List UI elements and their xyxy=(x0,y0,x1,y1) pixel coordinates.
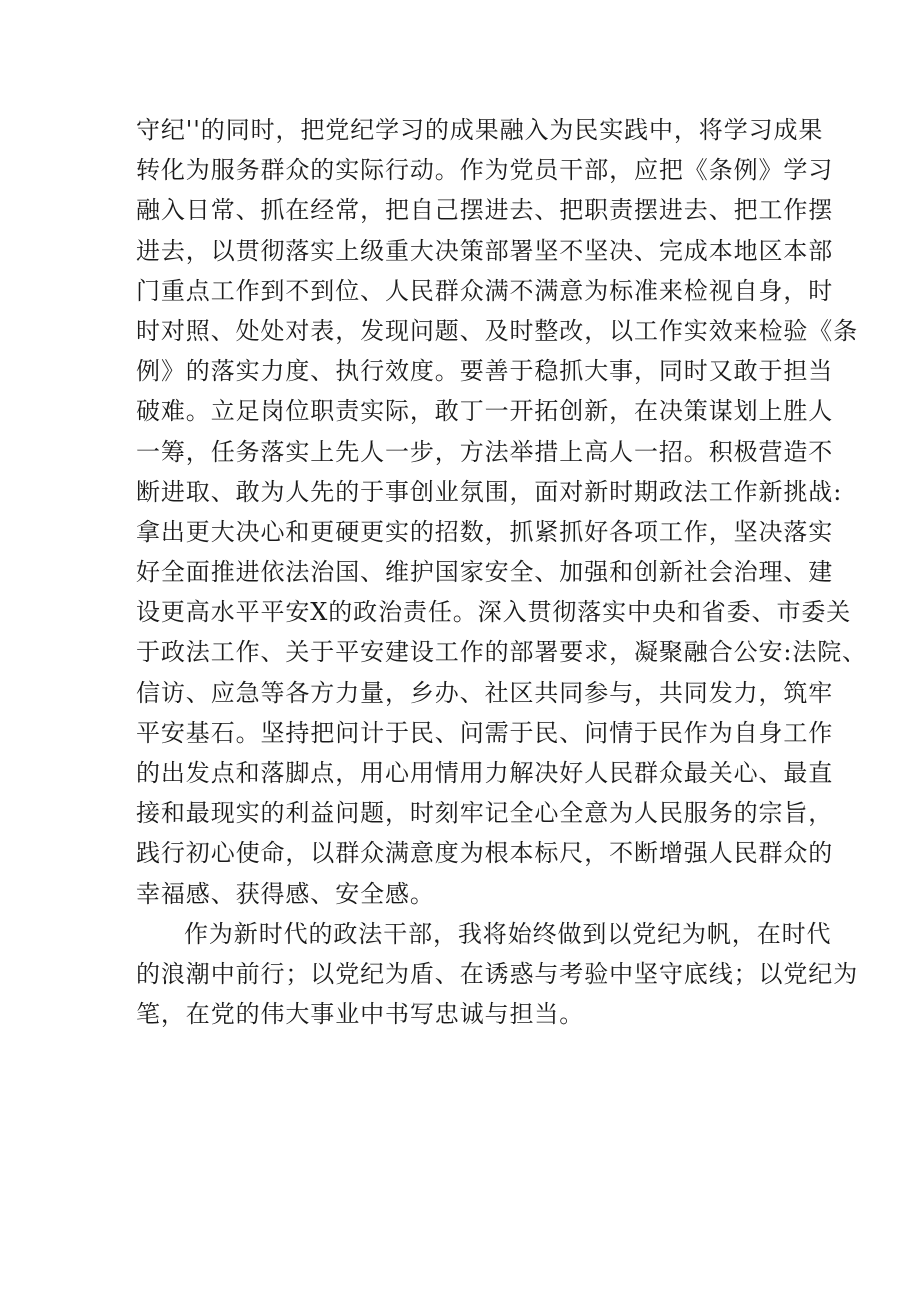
paragraph-1-line: 幸福感、获得感、安全感。 xyxy=(136,879,435,908)
paragraph-1-line: 践行初心使命，以群众满意度为根本标尺，不断增强人民群众的 xyxy=(136,839,834,868)
paragraph-1-line: 融入日常、抓在经常，把自己摆进去、把职责摆进去、把工作摆 xyxy=(136,196,834,225)
paragraph-1-line: 一筹，任务落实上先人一步，方法举措上高人一招。积极营造不 xyxy=(136,437,834,466)
paragraph-1-line: 的出发点和落脚点，用心用情用力解决好人民群众最关心、最直 xyxy=(136,759,834,787)
paragraph-1-line: 好全面推进依法治国、维护国家安全、加强和创新社会治理、建 xyxy=(136,558,834,587)
paragraph-2-line: 作为新时代的政法干部，我将始终做到以党纪为帆，在时代 xyxy=(184,919,832,948)
paragraph-1-line: 接和最现实的利益问题，时刻牢记全心全意为人民服务的宗旨， xyxy=(136,799,834,828)
paragraph-1-line: 信访、应急等各方力量，乡办、社区共同参与，共同发力，筑牢 xyxy=(136,678,834,707)
paragraph-1-line: 拿出更大决心和更硬更实的招数，抓紧抓好各项工作，坚决落实 xyxy=(136,517,834,546)
paragraph-2-line: 笔，在党的伟大事业中书写忠诚与担当。 xyxy=(136,1000,585,1029)
paragraph-2 xyxy=(136,914,859,1035)
paragraph-1-line: 进去，以贯彻落实上级重大决策部署坚不坚决、完成本地区本部 xyxy=(136,236,834,265)
paragraph-1-line: 时对照、处处对表，发现问题、及时整改，以工作实效来检验《条 xyxy=(136,316,859,345)
paragraph-2-line: 的浪潮中前行；以党纪为盾、在诱惑与考验中坚守底线；以党纪为 xyxy=(136,959,859,988)
paragraph-1-line: 守纪''的同时，把党纪学习的成果融入为民实践中，将学习成果 xyxy=(136,116,824,144)
document-body xyxy=(136,110,868,1034)
paragraph-1-line: 例》的落实力度、执行效度。要善于稳抓大事，同时又敢于担当 xyxy=(136,357,834,386)
paragraph-1 xyxy=(136,110,868,914)
paragraph-1-line: 破难。立足岗位职责实际，敢丁一开拓创新，在决策谋划上胜人 xyxy=(136,397,834,426)
paragraph-1-line: 转化为服务群众的实际行动。作为党员干部，应把《条例》学习 xyxy=(136,156,834,185)
paragraph-1-line: 平安基石。坚持把问计于民、问需于民、问情于民作为自身工作 xyxy=(136,718,834,747)
paragraph-1-line: 设更高水平平安X的政治责任。深入贯彻落实中央和省委、市委关 xyxy=(136,598,852,627)
paragraph-1-line: 门重点工作到不到位、人民群众满不满意为标准来检视自身，时 xyxy=(136,276,834,305)
paragraph-1-line: 断进取、敢为人先的于事创业氛围，面对新时期政法工作新挑战: xyxy=(136,477,843,506)
paragraph-1-line: 于政法工作、关于平安建设工作的部署要求，凝聚融合公安:法院、 xyxy=(136,638,868,667)
